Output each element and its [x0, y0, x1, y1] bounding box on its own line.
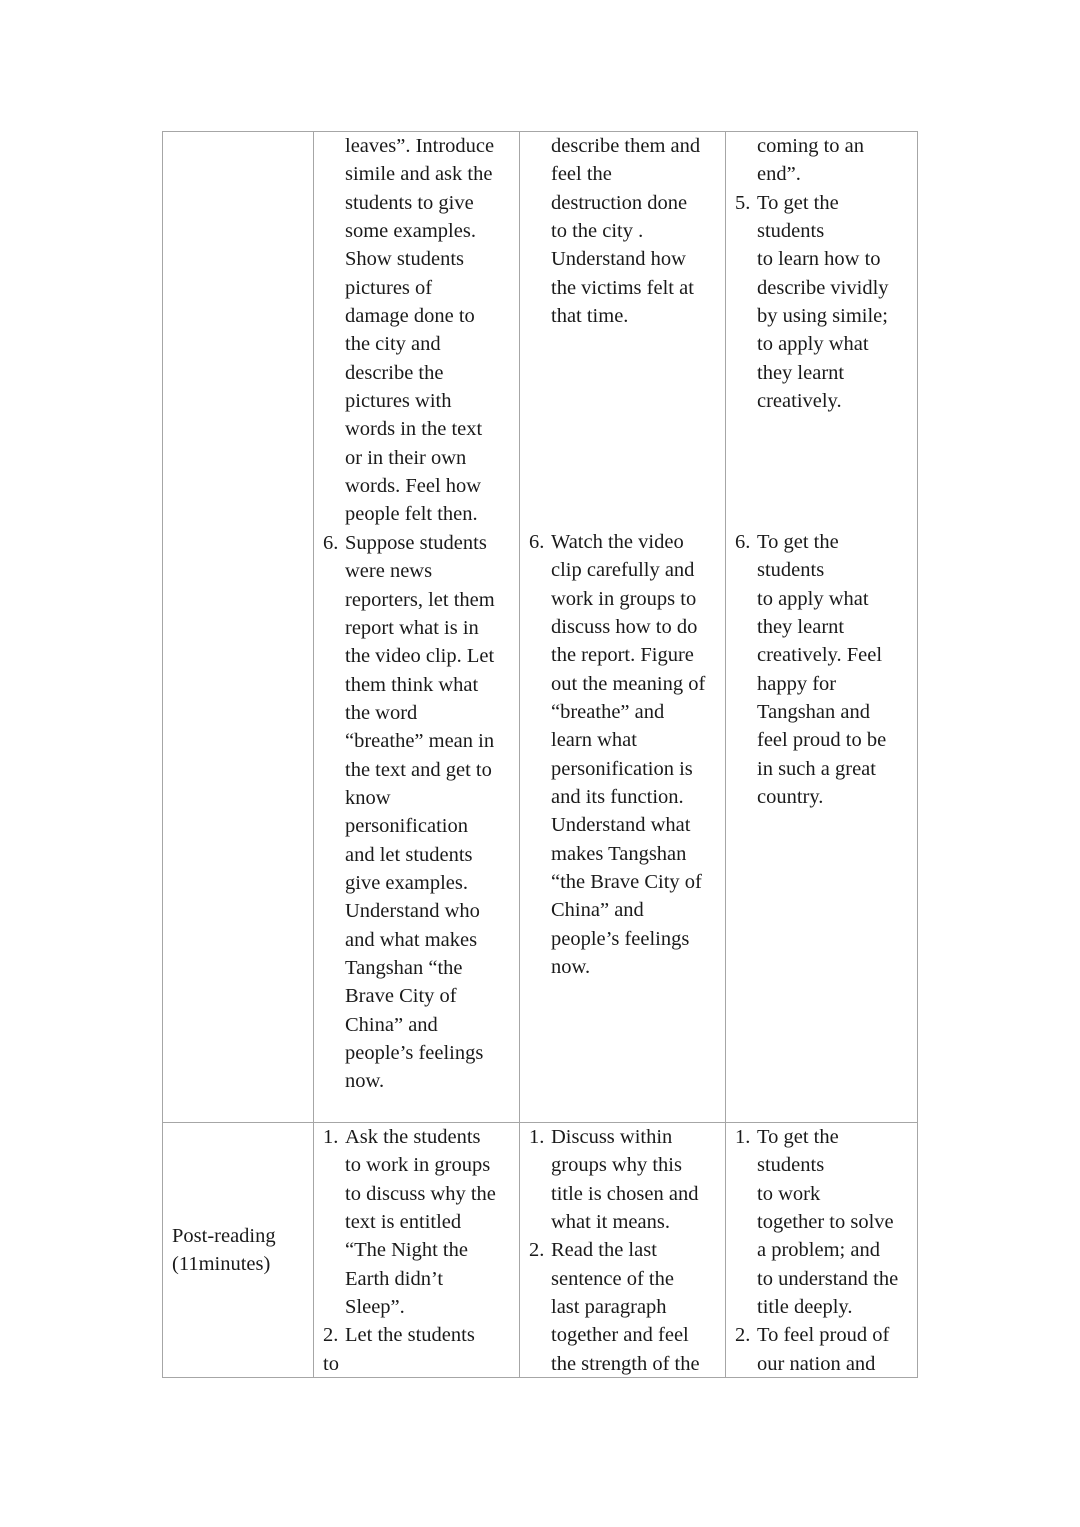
text-line: “the Brave City of	[551, 871, 702, 894]
text-line: the video clip. Let	[345, 645, 495, 668]
post-teacher-item-1	[323, 1123, 515, 1321]
text-line: To get the	[757, 531, 839, 553]
text-line: that time.	[551, 305, 629, 328]
text-line: now.	[551, 956, 591, 979]
text-line: a problem; and	[757, 1239, 880, 1262]
text-line: Understand how	[551, 248, 686, 271]
text-line: students	[757, 559, 825, 582]
text-line: creatively.	[757, 390, 842, 413]
post-teacher-item-1-lines	[345, 1123, 515, 1321]
text-line: Sleep”.	[345, 1296, 405, 1319]
post-purpose-item-1	[735, 1123, 915, 1321]
item-number: 5.	[735, 191, 751, 214]
text-line: Tangshan “the	[345, 956, 463, 979]
text-line: to work in groups	[345, 1154, 491, 1177]
item-number: 1.	[529, 1126, 545, 1148]
text-line: title deeply.	[757, 1296, 853, 1319]
text-line: To feel proud of	[757, 1324, 890, 1347]
text-line: Let the students	[345, 1324, 475, 1347]
item-number: 6.	[323, 531, 339, 554]
text-line: together and feel	[551, 1324, 689, 1347]
post-student-item-2	[529, 1236, 721, 1378]
text-line: the strength of the	[551, 1352, 700, 1375]
text-line: discuss how to do	[551, 616, 698, 639]
post-teacher-activity-cell	[323, 1123, 515, 1378]
text-line: were news	[345, 560, 433, 583]
text-line: by using simile;	[757, 305, 888, 328]
text-line: Watch the video	[551, 531, 684, 553]
text-line: leaves”. Introduce	[345, 135, 495, 157]
text-line: Earth didn’t	[345, 1267, 444, 1290]
text-line: give examples.	[345, 871, 468, 894]
text-line: Show students	[345, 248, 465, 271]
post-purpose-item-1-lines	[757, 1123, 915, 1321]
purpose-item-6-lines	[757, 528, 937, 811]
text-line: Ask the students	[345, 1126, 481, 1148]
item-number: 2.	[735, 1324, 751, 1347]
text-line: Brave City of	[345, 985, 457, 1008]
text-line: students	[757, 220, 825, 243]
text-line: learn what	[551, 729, 637, 752]
text-line: out the meaning of	[551, 672, 706, 695]
text-line: the city and	[345, 333, 441, 356]
text-line: some examples.	[345, 220, 476, 243]
item-number: 1.	[735, 1126, 751, 1148]
text-line: to apply what	[757, 587, 869, 610]
text-line: China” and	[551, 899, 644, 922]
text-line: coming to an	[757, 135, 865, 157]
text-line: report what is in	[345, 616, 479, 639]
column-divider-1	[313, 131, 314, 1378]
text-line: the text and get to	[345, 758, 492, 781]
text-line: text is entitled	[345, 1211, 462, 1234]
text-line: “breathe” mean in	[345, 730, 495, 753]
text-line: to learn how to	[757, 248, 881, 271]
text-line: know	[345, 786, 391, 809]
text-line: the victims felt at	[551, 276, 694, 299]
student-activity-cell	[529, 132, 721, 979]
text-line: Discuss within	[551, 1126, 673, 1148]
text-line: pictures with	[345, 390, 452, 413]
text-line: sentence of the	[551, 1267, 674, 1290]
text-line: China” and	[345, 1013, 438, 1036]
text-line: reporters, let them	[345, 588, 495, 611]
text-line: last paragraph	[551, 1296, 667, 1319]
text-line: they learnt	[757, 361, 845, 384]
text-line: feel the	[551, 163, 612, 186]
text-line: Understand what	[551, 814, 691, 837]
text-line: damage done to	[345, 305, 475, 328]
text-line: what it means.	[551, 1211, 670, 1234]
item-number: 6.	[735, 531, 751, 553]
text-line: and what makes	[345, 928, 478, 951]
text-line: to the city .	[551, 220, 644, 243]
text-line: and its function.	[551, 786, 684, 809]
purpose-item-6	[735, 528, 937, 811]
text-line: words. Feel how	[345, 475, 482, 498]
text-line: makes Tangshan	[551, 842, 687, 865]
student-item-5-continued	[529, 132, 721, 330]
text-line: people felt then.	[345, 503, 478, 526]
text-line: creatively. Feel	[757, 644, 883, 667]
post-purpose-item-2	[735, 1321, 915, 1378]
text-line: (11minutes)	[172, 1253, 271, 1276]
stage-label	[172, 1222, 276, 1279]
text-line: end”.	[757, 163, 801, 186]
purpose-item-5-lines	[757, 189, 915, 416]
stage-cell	[172, 1222, 276, 1279]
student-item-6-lines	[551, 528, 743, 982]
text-line: destruction done	[551, 191, 688, 214]
text-line: personification is	[551, 757, 693, 780]
text-line: pictures of	[345, 276, 433, 299]
item-number: 1.	[323, 1126, 339, 1148]
text-line: Understand who	[345, 900, 480, 923]
student-item-5-lines	[551, 132, 721, 330]
teacher-activity-cell	[323, 132, 515, 1096]
text-line: describe vividly	[757, 276, 889, 299]
text-line: “breathe” and	[551, 701, 665, 724]
text-line: people’s feelings	[345, 1042, 484, 1064]
text-line: students	[757, 1154, 825, 1177]
table-border-left	[162, 131, 163, 1378]
text-line: the word	[345, 701, 418, 724]
text-line: describe the	[345, 361, 444, 384]
text-line: Post-reading	[172, 1225, 276, 1247]
text-line: they learnt	[757, 616, 845, 639]
text-line: feel proud to be	[757, 729, 887, 752]
text-line: together to solve	[757, 1211, 894, 1234]
text-line: happy for	[757, 672, 837, 695]
text-line: to apply what	[757, 333, 869, 356]
student-item-6	[529, 528, 743, 982]
post-teacher-tail: to	[323, 1352, 339, 1375]
post-purpose-item-2-lines	[757, 1321, 915, 1378]
post-teacher-item-2-lines	[345, 1321, 515, 1349]
text-line: or in their own	[345, 446, 467, 469]
text-line: Read the last	[551, 1239, 657, 1262]
text-line: students to give	[345, 191, 474, 214]
text-line: “The Night the	[345, 1239, 468, 1262]
text-line: personification	[345, 815, 468, 838]
text-line: describe them and	[551, 135, 701, 157]
teacher-item-5-continued	[323, 132, 515, 529]
item-number: 2.	[529, 1239, 545, 1262]
text-line: groups why this	[551, 1154, 682, 1177]
text-line: work in groups to	[551, 587, 697, 610]
text-line: Tangshan and	[757, 701, 870, 724]
text-line: Suppose students	[345, 531, 487, 554]
post-student-item-1	[529, 1123, 721, 1236]
post-student-item-2-lines	[551, 1236, 721, 1378]
post-teacher-item-2	[323, 1321, 515, 1349]
post-student-item-1-lines	[551, 1123, 721, 1236]
purpose-item-4-lines	[757, 132, 915, 189]
purpose-item-5	[735, 189, 915, 416]
text-line: simile and ask the	[345, 163, 493, 186]
post-purpose-cell	[735, 1123, 915, 1378]
purpose-cell	[735, 132, 915, 809]
text-line: To get the	[757, 1126, 839, 1148]
text-line: country.	[757, 786, 824, 809]
item-number: 6.	[529, 531, 545, 553]
text-line: to work	[757, 1182, 821, 1205]
column-divider-2	[519, 131, 520, 1378]
teacher-item-6-lines	[345, 529, 515, 1096]
text-line: the report. Figure	[551, 644, 694, 667]
teacher-item-6	[323, 529, 515, 1096]
lesson-plan-table	[162, 131, 918, 1378]
text-line: and let students	[345, 843, 473, 866]
text-line: people’s feelings	[551, 927, 690, 950]
text-line: clip carefully and	[551, 559, 695, 582]
post-student-activity-cell	[529, 1123, 721, 1378]
text-line: to understand the	[757, 1267, 899, 1290]
purpose-item-4-continued	[735, 132, 915, 189]
text-line: title is chosen and	[551, 1182, 699, 1205]
teacher-item-5-lines	[345, 132, 515, 529]
text-line: to discuss why the	[345, 1182, 496, 1205]
text-line: words in the text	[345, 418, 483, 441]
text-line: now.	[345, 1070, 385, 1093]
text-line: them think what	[345, 673, 479, 696]
item-number: 2.	[323, 1324, 339, 1347]
text-line: in such a great	[757, 757, 876, 780]
text-line: our nation and	[757, 1352, 876, 1375]
text-line: To get the	[757, 191, 839, 214]
